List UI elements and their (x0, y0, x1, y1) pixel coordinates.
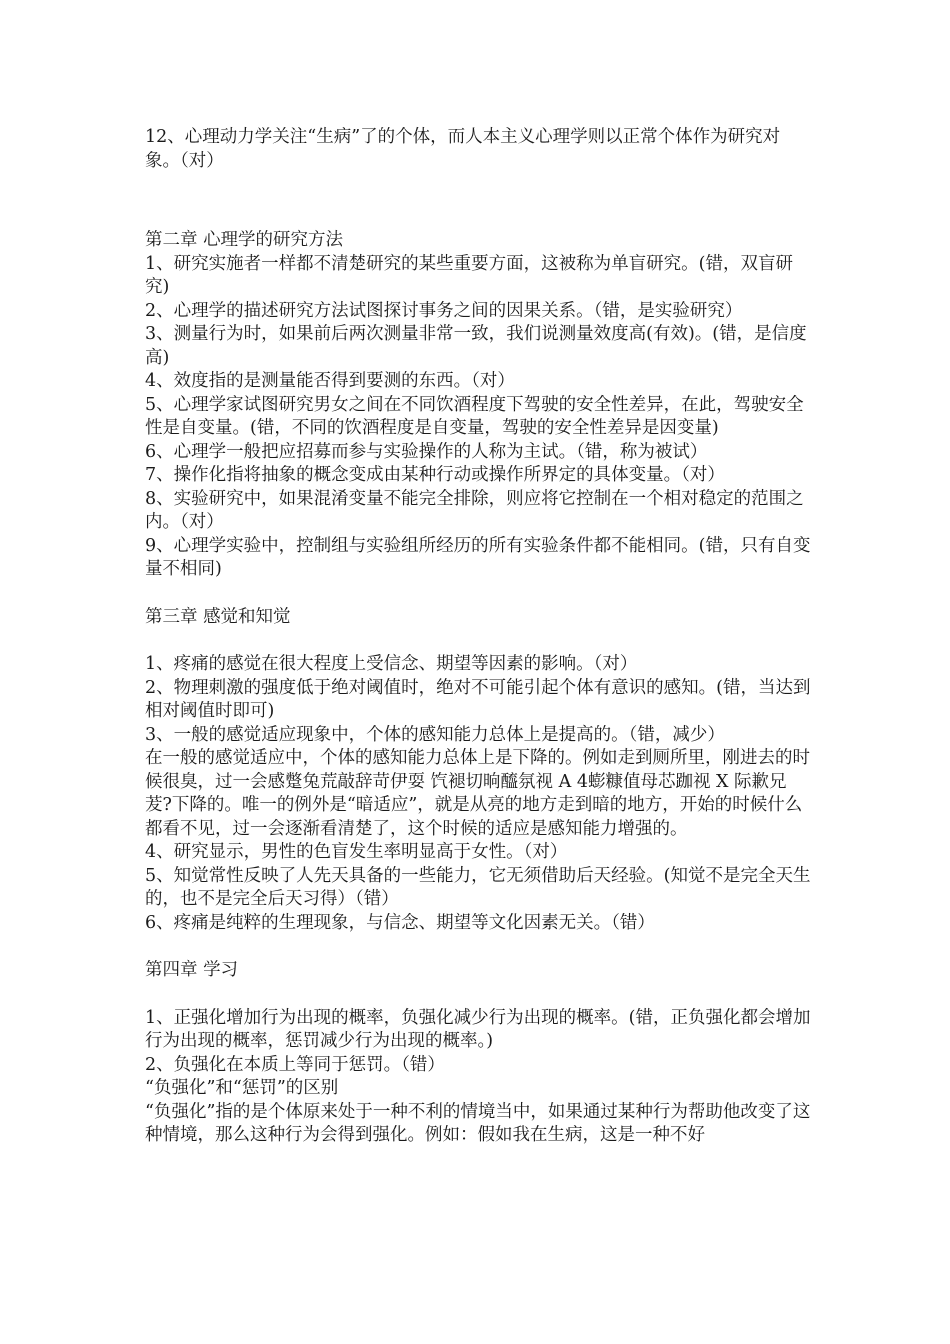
chapter-3-title: 第三章 感觉和知觉 (145, 606, 291, 627)
spacer (145, 935, 813, 959)
chapter-2-item-5: 5、心理学家试图研究男女之间在不同饮酒程度下驾驶的安全性差异，在此，驾驶安全性是自变量。(错，不同的饮酒程度是自变量，驾驶的安全性差异是因变量) (145, 394, 804, 438)
chapter-3-explanation: 在一般的感觉适应中，个体的感知能力总体上是下降的。例如走到厕所里，刚进去的时候很臭，过一会感蹩兔荒敲辞苛伊耍 饩褪切晌醯氛视 A 4蟛糠值母芯跏视 X 际歉兄 茇?下降的。唯一的例外是“暗适应”，就是从亮的地方走到暗的地方，开始的时候什么都看不见，过一会逐渐看清楚了，这个时候的适应是感知能力增强的。 (145, 748, 810, 839)
chapter-4-title: 第四章 学习 (145, 960, 239, 980)
chapter-2-item-9: 9、心理学实验中，控制组与实验组所经历的所有实验条件都不能相同。(错，只有自变量不相同) (145, 535, 811, 579)
chapter-4-explanation: “负强化”指的是个体原来处于一种不利的情境当中，如果通过某种行为帮助他改变了这种情境，那么这种行为会得到强化。例如：假如我在生病，这是一种不好 (145, 1101, 811, 1145)
chapter-3-item-3: 3、一般的感觉适应现象中，个体的感知能力总体上是提高的。（错，减少） (145, 724, 725, 745)
spacer (145, 582, 813, 606)
chapter-2-item-7: 7、操作化指将抽象的概念变成由某种行动或操作所界定的具体变量。（对） (145, 465, 725, 485)
spacer (145, 173, 813, 229)
chapter-3-item-4: 4、研究显示，男性的色盲发生率明显高于女性。（对） (145, 842, 568, 862)
chapter-3-item-1: 1、疼痛的感觉在很大程度上受信念、期望等因素的影响。（对） (145, 654, 638, 674)
document-page (145, 126, 813, 1148)
chapter-4-item-1: 1、正强化增加行为出现的概率，负强化减少行为出现的概率。(错，正负强化都会增加行为出现的概率，惩罚减少行为出现的概率。) (145, 1007, 811, 1051)
chapter-3-section (145, 606, 813, 936)
chapter-4-section (145, 959, 813, 1148)
chapter-4-item-2: 2、负强化在本质上等同于惩罚。（错） (145, 1054, 445, 1075)
chapter-3-item-6: 6、疼痛是纯粹的生理现象，与信念、期望等文化因素无关。（错） (145, 912, 655, 933)
intro-item-12: 12、心理动力学关注“生病”了的个体，而人本主义心理学则以正常个体作为研究对象。（对） (145, 127, 781, 171)
spacer (145, 629, 813, 653)
chapter-2-item-4: 4、效度指的是测量能否得到要测的东西。（对） (145, 371, 515, 391)
chapter-4-subheading: “负强化”和“惩罚”的区别 (145, 1078, 339, 1098)
chapter-3-item-5: 5、知觉常性反映了人先天具备的一些能力，它无须借助后天经验。(知觉不是完全天生的，也不是完全后天习得）（错） (145, 865, 811, 909)
chapter-2-title: 第二章 心理学的研究方法 (145, 230, 344, 250)
chapter-2-section (145, 229, 813, 582)
chapter-2-item-2: 2、心理学的描述研究方法试图探讨事务之间的因果关系。（错，是实验研究） (145, 300, 743, 321)
chapter-3-item-2: 2、物理刺激的强度低于绝对阈值时，绝对不可能引起个体有意识的感知。(错，当达到相对阈值时即可) (145, 677, 811, 721)
chapter-2-item-8: 8、实验研究中，如果混淆变量不能完全排除，则应将它控制在一个相对稳定的范围之内。（对） (145, 488, 804, 532)
chapter-2-item-6: 6、心理学一般把应招募而参与实验操作的人称为主试。（错，称为被试） (145, 441, 708, 462)
chapter-2-item-1: 1、研究实施者一样都不清楚研究的某些重要方面，这被称为单盲研究。(错，双盲研究) (145, 253, 793, 297)
chapter-2-item-3: 3、测量行为时，如果前后两次测量非常一致，我们说测量效度高(有效)。(错，是信度高) (145, 324, 807, 368)
spacer (145, 983, 813, 1007)
